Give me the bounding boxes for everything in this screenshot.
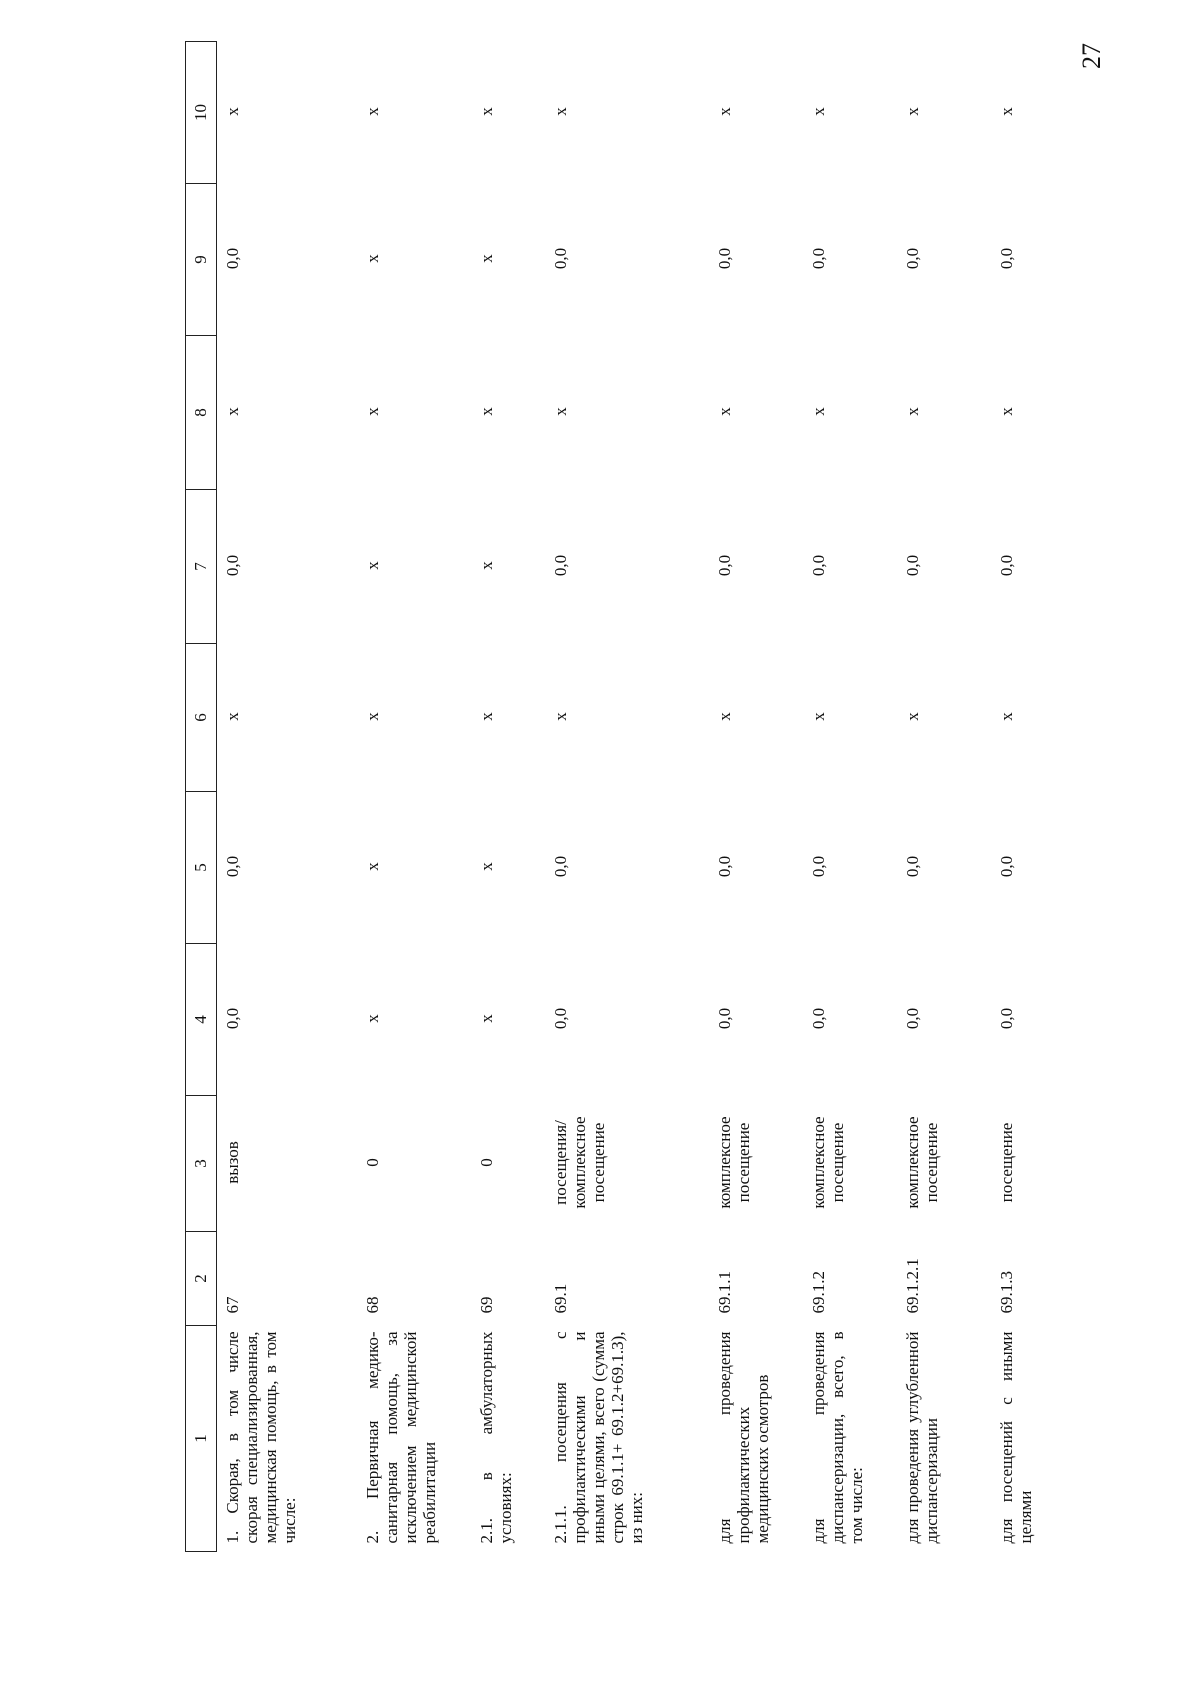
row-code-cell: 68	[363, 1296, 382, 1314]
table-row	[357, 42, 471, 1552]
value-cell-col10: х	[477, 107, 496, 116]
value-cell-col4: 0,0	[997, 1007, 1016, 1030]
row-code-cell: 69.1	[551, 1283, 570, 1314]
row-name-cell: 2.1. в амбулаторных условиях:	[477, 1331, 516, 1544]
value-cell-col8: х	[903, 407, 922, 416]
rotated-table-container	[185, 42, 1185, 1552]
row-unit-cell: посещения/ комплексное посещение	[551, 1116, 609, 1209]
value-cell-col6: х	[809, 712, 828, 721]
row-name-cell: 1. Скорая, в том числе скорая специализированная, медицинская помощь, в том числе:	[223, 1331, 300, 1544]
value-cell-col10: х	[809, 107, 828, 116]
value-cell-col6: х	[477, 712, 496, 721]
row-unit-cell: 0	[477, 1158, 496, 1167]
page-number: 27	[1077, 43, 1106, 69]
column-header: 10	[186, 42, 217, 184]
value-cell-col8: х	[715, 407, 734, 416]
value-cell-col6: х	[903, 712, 922, 721]
value-cell-col4: 0,0	[903, 1007, 922, 1030]
row-name-cell: для проведения углубленной диспансеризации	[903, 1331, 942, 1544]
value-cell-col7: 0,0	[997, 554, 1016, 577]
row-name-cell: 2.1.1. посещения с профилактическими и иными целями, всего (сумма строк 69.1.1+ 69.1.2+69.1.3), из них:	[551, 1331, 647, 1544]
column-header: 3	[186, 1096, 217, 1232]
value-cell-col4: 0,0	[223, 1007, 242, 1030]
table-row	[709, 42, 803, 1552]
value-cell-col5: х	[477, 862, 496, 871]
value-cell-col4: 0,0	[809, 1007, 828, 1030]
row-code-cell: 69.1.2.1	[903, 1258, 922, 1314]
row-unit-cell: комплексное посещение	[715, 1116, 754, 1209]
value-cell-col4: х	[477, 1014, 496, 1023]
row-name-cell: для проведения профилактических медицинских осмотров	[715, 1331, 773, 1544]
row-name-cell: для проведения диспансеризации, всего, в том числе:	[809, 1331, 867, 1544]
row-code-cell: 67	[223, 1296, 242, 1314]
column-header: 6	[186, 644, 217, 792]
value-cell-col8: х	[477, 407, 496, 416]
value-cell-col4: 0,0	[551, 1007, 570, 1030]
value-cell-col5: 0,0	[809, 855, 828, 878]
table-header	[186, 42, 217, 1552]
table-row	[545, 42, 709, 1552]
row-code-cell: 69.1.1	[715, 1271, 734, 1314]
table-body	[217, 42, 1066, 1552]
value-cell-col10: х	[997, 107, 1016, 116]
column-header: 4	[186, 944, 217, 1096]
value-cell-col6: х	[551, 712, 570, 721]
value-cell-col5: 0,0	[551, 855, 570, 878]
value-cell-col4: 0,0	[715, 1007, 734, 1030]
value-cell-col8: х	[809, 407, 828, 416]
value-cell-col10: х	[715, 107, 734, 116]
value-cell-col8: х	[363, 407, 382, 416]
column-header: 2	[186, 1232, 217, 1326]
value-cell-col10: х	[363, 107, 382, 116]
row-code-cell: 69.1.2	[809, 1271, 828, 1314]
value-cell-col10: х	[903, 107, 922, 116]
value-cell-col5: х	[363, 862, 382, 871]
column-header: 5	[186, 792, 217, 944]
row-code-cell: 69	[477, 1296, 496, 1314]
value-cell-col8: х	[551, 407, 570, 416]
table-row	[217, 42, 358, 1552]
value-cell-col9: х	[477, 254, 496, 263]
row-unit-cell: посещение	[997, 1122, 1016, 1203]
value-cell-col4: х	[363, 1014, 382, 1023]
value-cell-col10: х	[223, 107, 242, 116]
value-cell-col6: х	[363, 712, 382, 721]
value-cell-col7: х	[363, 561, 382, 570]
value-cell-col8: х	[997, 407, 1016, 416]
value-cell-col6: х	[223, 712, 242, 721]
value-cell-col7: 0,0	[903, 554, 922, 577]
value-cell-col5: 0,0	[997, 855, 1016, 878]
value-cell-col9: 0,0	[551, 247, 570, 270]
value-cell-col8: х	[223, 407, 242, 416]
table-row	[897, 42, 991, 1552]
column-header: 9	[186, 184, 217, 336]
row-code-cell: 69.1.3	[997, 1271, 1016, 1314]
value-cell-col9: 0,0	[715, 247, 734, 270]
value-cell-col7: 0,0	[551, 554, 570, 577]
value-cell-col5: 0,0	[903, 855, 922, 878]
value-cell-col9: 0,0	[903, 247, 922, 270]
value-cell-col7: х	[477, 561, 496, 570]
row-unit-cell: комплексное посещение	[903, 1116, 942, 1209]
value-cell-col7: 0,0	[809, 554, 828, 577]
row-unit-cell: комплексное посещение	[809, 1116, 848, 1209]
column-header: 7	[186, 490, 217, 644]
value-cell-col6: х	[997, 712, 1016, 721]
value-cell-col9: 0,0	[223, 247, 242, 270]
column-header: 8	[186, 336, 217, 490]
value-cell-col7: 0,0	[223, 554, 242, 577]
value-cell-col6: х	[715, 712, 734, 721]
table-row	[803, 42, 897, 1552]
rotated-page-area	[185, 42, 1200, 1544]
value-cell-col5: 0,0	[223, 855, 242, 878]
value-cell-col9: 0,0	[809, 247, 828, 270]
row-unit-cell: вызов	[223, 1141, 242, 1184]
row-unit-cell: 0	[363, 1158, 382, 1167]
data-table	[185, 41, 1065, 1552]
table-row	[991, 42, 1065, 1552]
column-number-row	[186, 42, 217, 1552]
value-cell-col9: 0,0	[997, 247, 1016, 270]
table-row	[471, 42, 545, 1552]
row-name-cell: для посещений с иными целями	[997, 1331, 1036, 1544]
value-cell-col7: 0,0	[715, 554, 734, 577]
value-cell-col10: х	[551, 107, 570, 116]
row-name-cell: 2. Первичная медико-санитарная помощь, за исключением медицинской реабилитации	[363, 1331, 440, 1544]
value-cell-col9: х	[363, 254, 382, 263]
column-header: 1	[186, 1326, 217, 1552]
value-cell-col5: 0,0	[715, 855, 734, 878]
